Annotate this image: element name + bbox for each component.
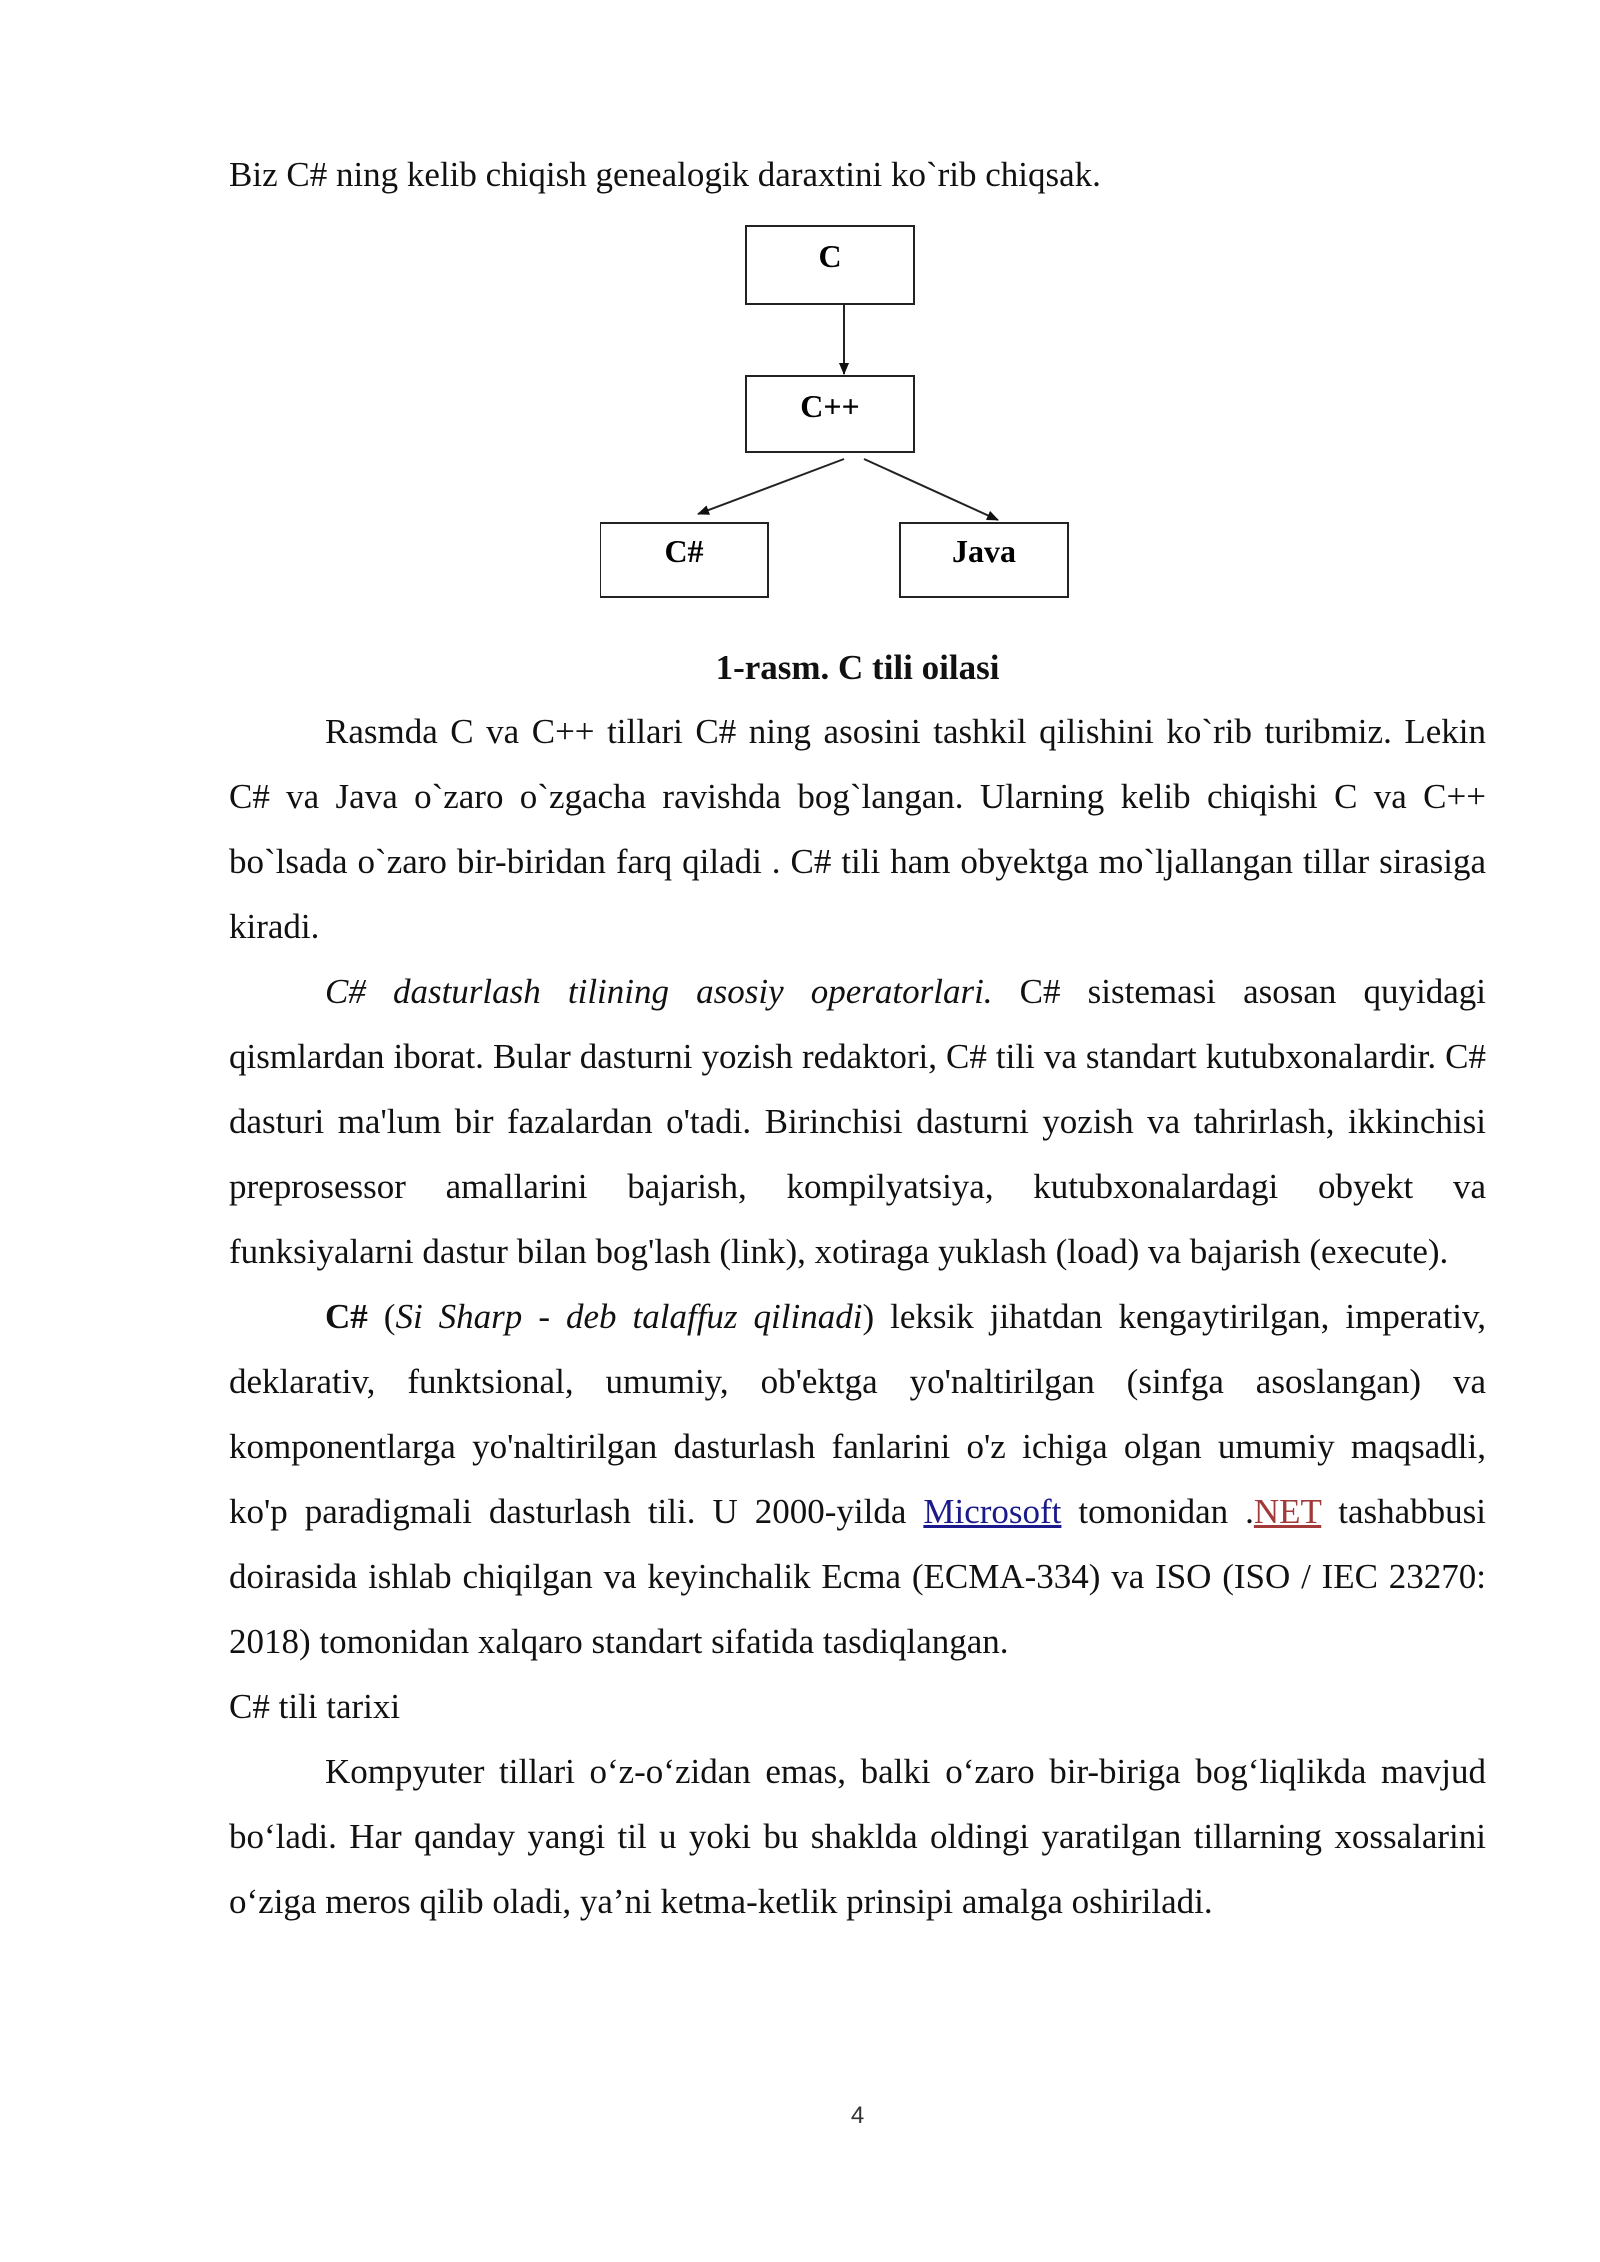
node-c-label: C [818,238,842,274]
page-number: 4 [850,2102,865,2129]
node-java-label: Java [952,533,1016,569]
node-csharp-label: C# [664,533,704,569]
paragraph-3-text-a: ) leksik jihatdan kengaytirilgan, imperativ, deklarativ, funktsional, umumiy, ob'ektga yo'naltirilgan (sinfga asoslangan) va komponentlarga yo'naltirilgan dasturlash fanlarini o'z ichiga olgan umumiy maqsadli, ko'p paradigmali dasturlash tili. U 2000-yilda [229,1297,1486,1531]
paragraph-2-text: C# sistemasi asosan quyidagi qismlardan iborat. Bular dasturni yozish redaktori, C# tili va standart kutubxonalardir. C# dasturi ma'lum bir fazalardan o'tadi. Birinchisi dasturni yozish va tahrirlash, ikkinchisi preprosessor amallarini bajarish, kompilyatsiya, kutubxonalardagi obyekt va funksiyalarni dastur bilan bog'lash (link), xotiraga yuklash (load) va bajarish (execute). [229,972,1486,1271]
operators-heading: C# dasturlash tilining asosiy operatorlari. [325,972,993,1011]
dotnet-link[interactable]: NET [1253,1492,1322,1531]
paragraph-3-text-b: tomonidan . [1061,1492,1254,1531]
microsoft-link[interactable]: Microsoft [923,1492,1062,1531]
paren-open: ( [367,1297,396,1336]
body-text [229,699,1486,1934]
node-cpp-label: C++ [800,388,860,424]
figure-caption: 1-rasm. C tili oilasi [715,648,1000,687]
paragraph-1: Rasmda C va C++ tillari C# ning asosini tashkil qilishini ko`rib turibmiz. Lekin C# va Java o`zaro o`zgacha ravishda bog`langan. Ularning kelib chiqishi C va C++ bo`lsada o`zaro bir-biridan farq qiladi . C# tili ham obyektga mo`ljallangan tillar sirasiga kiradi. [229,712,1486,946]
paragraph-2 [229,959,1486,1284]
edge-cpp-csharp [698,459,844,514]
genealogy-diagram [600,224,1100,614]
csharp-term: C# [325,1297,368,1336]
paragraph-3-text-c: tashabbusi doirasida ishlab chiqilgan va keyinchalik Ecma (ECMA-334) va ISO (ISO / IEC 23270: 2018) tomonidan xalqaro standart sifatida tasdiqlangan. [229,1492,1486,1661]
intro-line: Biz C# ning kelib chiqish genealogik daraxtini ko`rib chiqsak. [229,155,1101,194]
section-heading: C# tili tarixi [229,1687,401,1726]
edge-cpp-java [864,459,998,520]
paragraph-4: Kompyuter tillari o‘z-o‘zidan emas, balki o‘zaro bir-biriga bog‘liqlikda mavjud bo‘ladi. Har qanday yangi til u yoki bu shaklda oldingi yaratilgan tillarning xossalarini o‘ziga meros qilib oladi, ya’ni ketma-ketlik prinsipi amalga oshiriladi. [229,1752,1486,1921]
pronunciation-note: Si Sharp - deb talaffuz qilinadi [395,1297,863,1336]
paragraph-3 [229,1284,1486,1674]
